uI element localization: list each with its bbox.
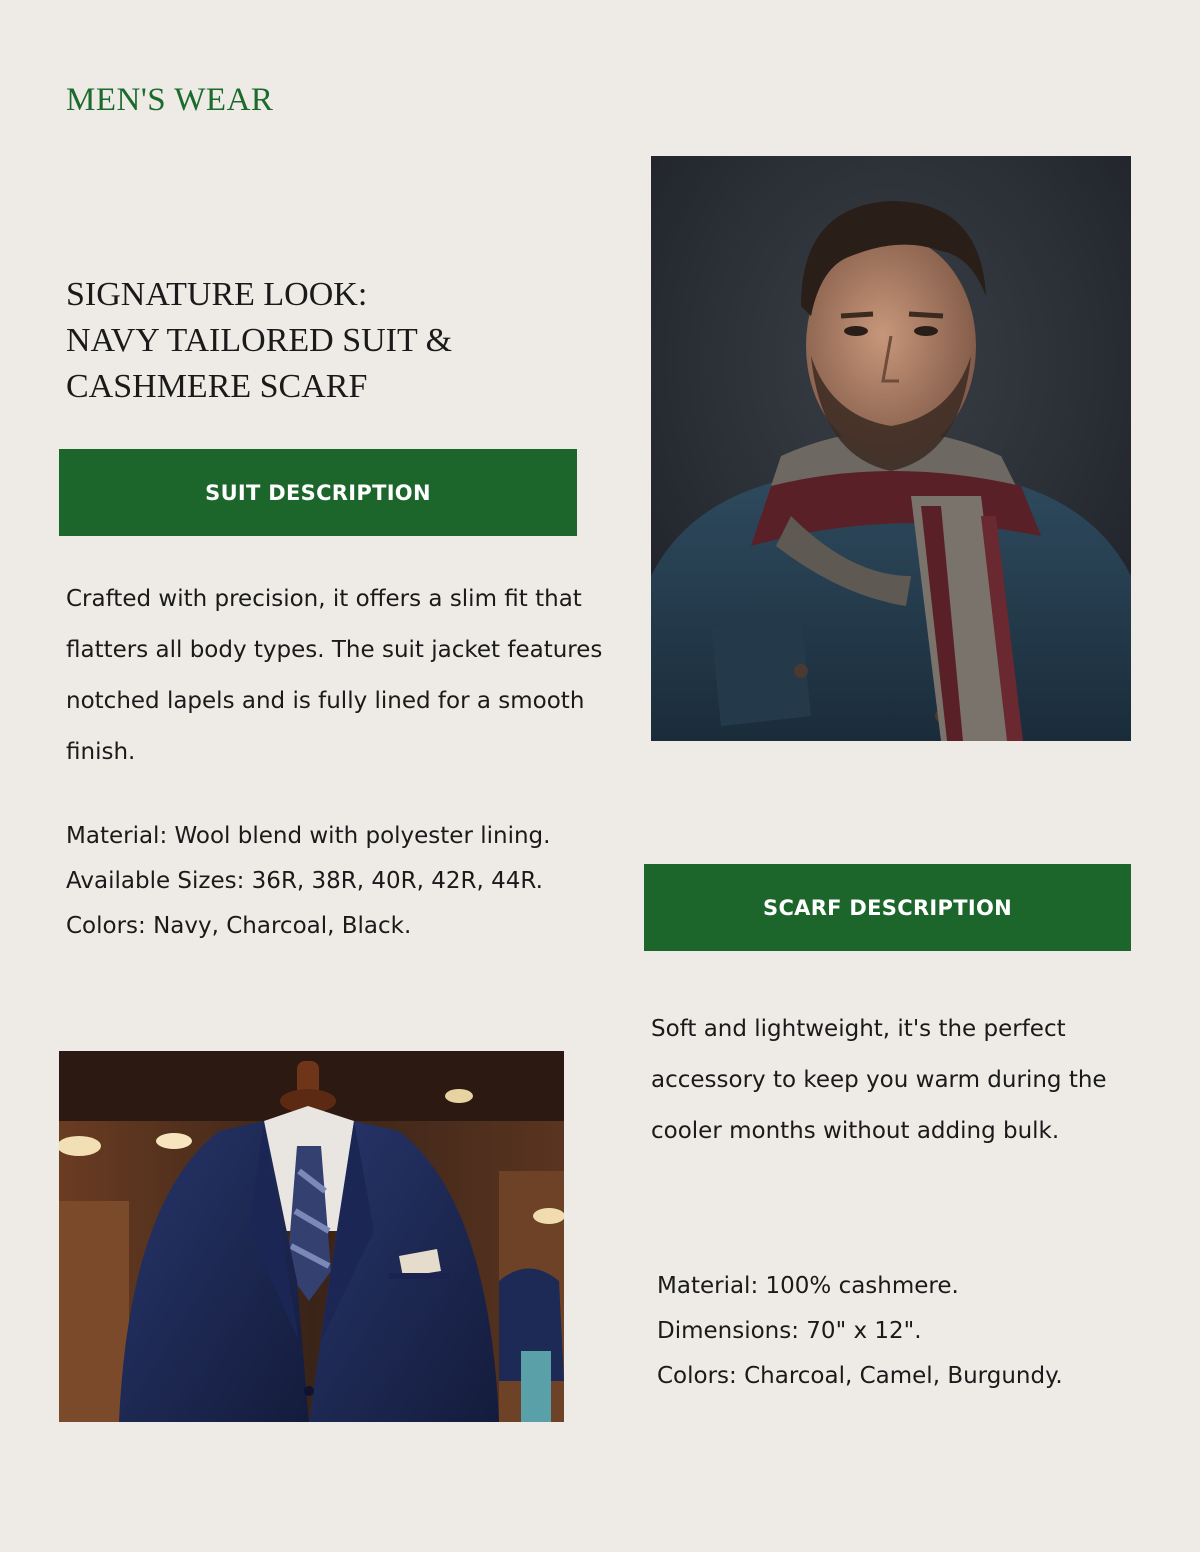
suit-specs (66, 814, 550, 949)
suit-sizes: Available Sizes: 36R, 38R, 40R, 42R, 44R. (66, 868, 543, 894)
brand-title: MEN'S WEAR (66, 82, 274, 118)
scarf-dimensions: Dimensions: 70" x 12". (657, 1318, 922, 1344)
headline-line-1: SIGNATURE LOOK: (66, 276, 368, 313)
scarf-material: Material: 100% cashmere. (657, 1273, 959, 1299)
headline-line-2: NAVY TAILORED SUIT & (66, 322, 453, 359)
headline-line-3: CASHMERE SCARF (66, 368, 368, 405)
suit-colors: Colors: Navy, Charcoal, Black. (66, 913, 412, 939)
suit-material: Material: Wool blend with polyester lining. (66, 823, 551, 849)
scarf-colors: Colors: Charcoal, Camel, Burgundy. (657, 1363, 1063, 1389)
scarf-specs (657, 1264, 1063, 1399)
headline (66, 272, 586, 410)
suit-description-text: Crafted with precision, it offers a slim fit that flatters all body types. The suit jacket features notched lapels and is fully lined for a smooth finish. (66, 586, 603, 765)
suit-mannequin-photo (59, 1051, 564, 1422)
scarf-description-banner: SCARF DESCRIPTION (644, 864, 1131, 951)
portrait-photo (651, 156, 1131, 741)
scarf-description-text: Soft and lightweight, it's the perfect accessory to keep you warm during the cooler months without adding bulk. (651, 1016, 1107, 1144)
suit-description-banner: SUIT DESCRIPTION (59, 449, 577, 536)
